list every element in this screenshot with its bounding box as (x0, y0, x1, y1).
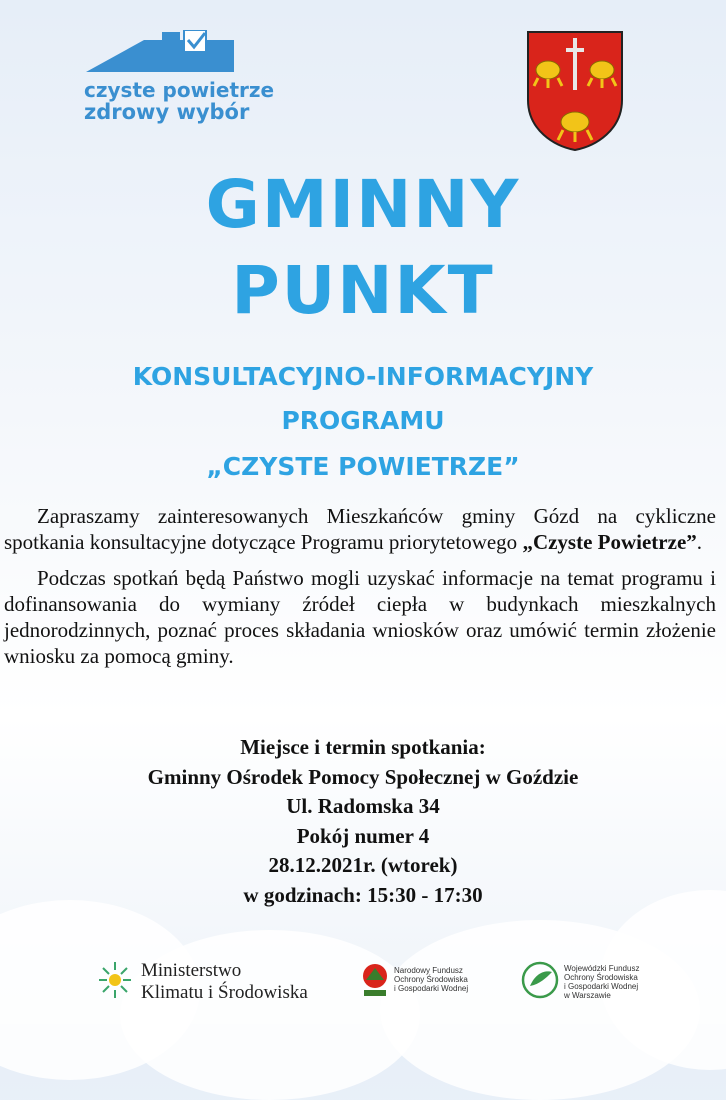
headline-punkt: PUNKT (231, 252, 495, 329)
program-name-bold: „Czyste Powietrze” (522, 530, 697, 554)
meeting-room: Pokój numer 4 (296, 823, 430, 848)
wfosigw-name-line-4: w Warszawie (564, 991, 611, 1000)
paragraph-invitation (4, 503, 716, 555)
headline-subtitle: KONSULTACYJNO-INFORMACYJNY (132, 362, 594, 391)
logo-line-2: zdrowy wybór (84, 100, 250, 124)
headline-program-name: „CZYSTE POWIETRZE” (206, 452, 520, 481)
meeting-info (0, 733, 726, 910)
coat-of-arms-icon (526, 30, 624, 152)
meeting-date: 28.12.2021r. (wtorek) (268, 853, 458, 877)
paragraph-invitation-end: . (696, 530, 703, 554)
nfosigw-name-line-2: Ochrony Środowiska (394, 975, 468, 984)
wfosigw-emblem-icon (520, 960, 560, 1000)
wfosigw-name-line-1: Wojewódzki Fundusz (564, 964, 640, 973)
ministry-emblem-icon (95, 958, 135, 1002)
nfosigw-name-line-1: Narodowy Fundusz (394, 966, 463, 975)
wfosigw-logo (520, 958, 660, 1008)
house-icon (84, 30, 244, 80)
nfosigw-emblem-icon (360, 962, 390, 998)
body-text (4, 503, 716, 669)
nfosigw-name-line-3: i Gospodarki Wodnej (394, 984, 469, 993)
wfosigw-name-line-3: i Gospodarki Wodnej (564, 982, 639, 991)
ministry-logo (95, 958, 335, 1008)
paragraph-invitation-text: Zapraszamy zainteresowanych Mieszkańców gminy Gózd na cykliczne spotkania konsultacyjne dotyczące Programu priorytetowego (4, 504, 716, 554)
cloud-decoration (120, 930, 420, 1100)
headline-programu: PROGRAMU (281, 406, 445, 435)
nfosigw-logo (360, 962, 500, 1006)
paragraph-details: Podczas spotkań będą Państwo mogli uzyskać informacje na temat programu i dofinansowania do wymiany źródeł ciepła w budynkach mieszkalnych jednorodzinnych, poznać proces składania wniosków oraz umówić termin złożenie wniosku za pomocą gminy. (4, 566, 716, 668)
ministry-name-line-2: Klimatu i Środowiska (141, 982, 308, 1003)
headline-gminny: GMINNY (205, 166, 521, 243)
ministry-name-line-1: Ministerstwo (141, 960, 242, 981)
meeting-place: Gminny Ośrodek Pomocy Społecznej w Goździe (147, 764, 579, 789)
wfosigw-name-line-2: Ochrony Środowiska (564, 973, 638, 982)
czyste-powietrze-logo (84, 30, 275, 140)
meeting-heading: Miejsce i termin spotkania: (240, 735, 486, 759)
logo-line-1: czyste powietrze (84, 78, 275, 102)
meeting-address: Ul. Radomska 34 (286, 794, 440, 818)
meeting-hours: w godzinach: 15:30 - 17:30 (243, 882, 483, 907)
